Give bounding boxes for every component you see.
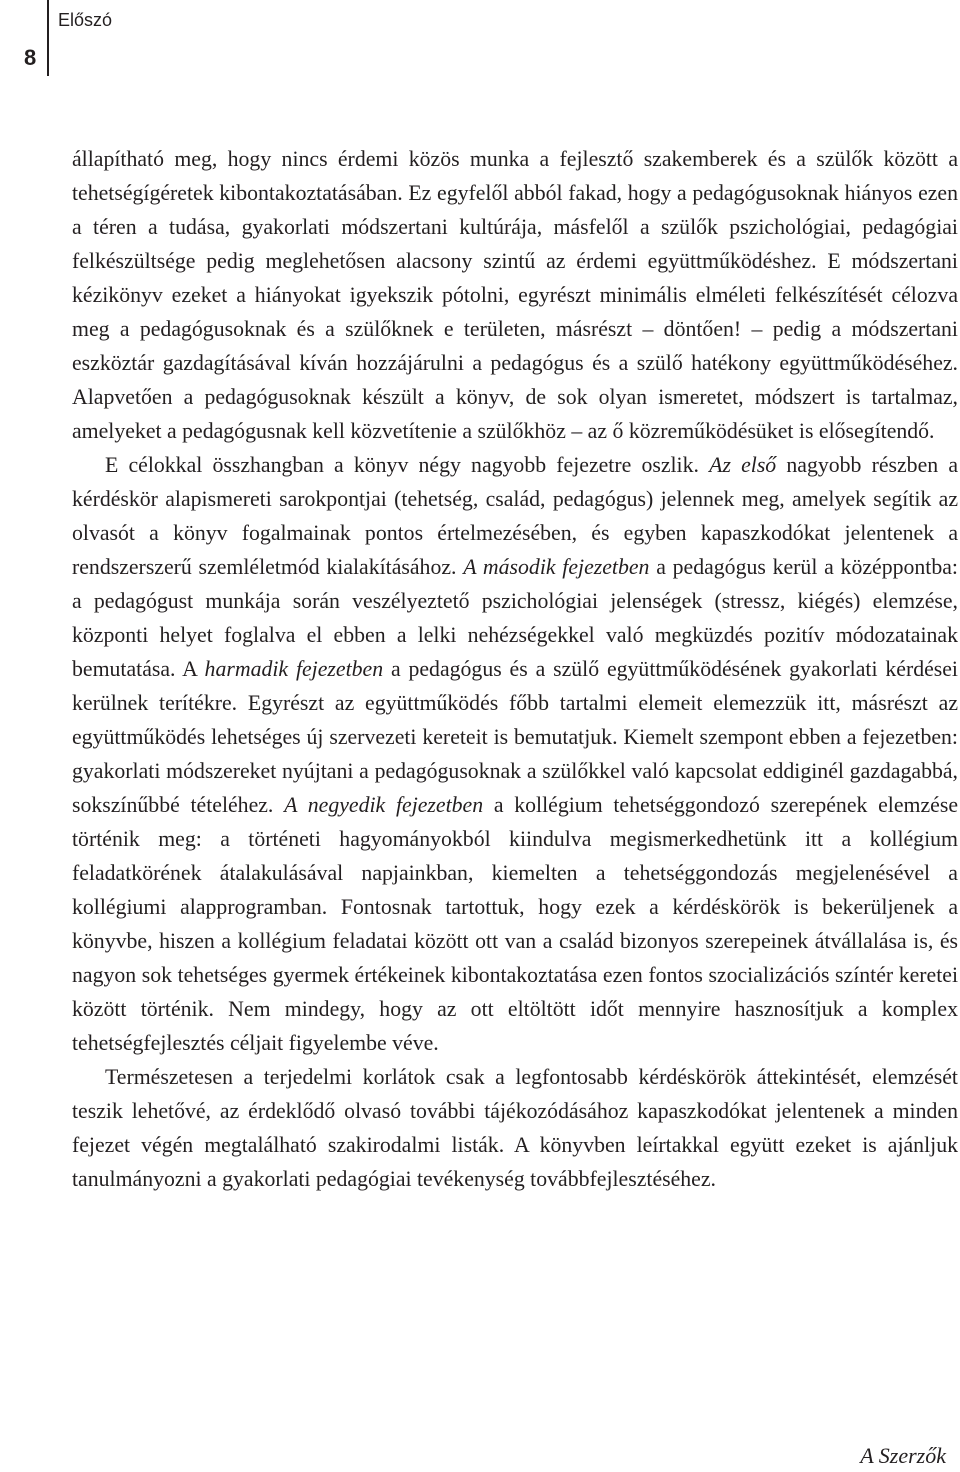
paragraph-2-text-3: a pedagógus kerül a középpontba: a pedagógust munkája során veszélyeztető pszichológiai jelenségek (stressz, kiégés) elemzése, központi helyet foglalva el ebben a lelki nehézségekkel való megküzdés pozitív módozatainak bemutatása. A [72,555,958,681]
page-number: 8 [24,45,37,70]
paragraph-2-text-2: nagyobb részben a kérdéskör alapismereti sarokpontjai (tehetség, család, pedagógus) jelennek meg, amelyek segítik az olvasót a könyv fogalmainak pontos értelmezésében, és egyben kapaszkodókat jelentenek a rendszerszerű szemléletmód kialakításához. [72,453,958,579]
running-title: Előszó [58,10,113,30]
paragraph-2 [72,448,958,1060]
header-divider [47,0,49,76]
author-signature: A Szerzők [860,1443,946,1468]
paragraph-3: Természetesen a terjedelmi korlátok csak a legfontosabb kérdéskörök áttekintését, elemzését teszik lehetővé, az érdeklődő olvasó további tájékozódásához kapaszkodókat jelentenek a minden fejezet végén megtalálható szakirodalmi listák. A könyvben leírtakkal együtt ezeket is ajánljuk tanulmányozni a gyakorlati pedagógiai tevékenység továbbfejlesztéséhez. [72,1065,958,1191]
paragraph-2-text-5: a kollégium tehetséggondozó szerepének elemzése történik meg: a történeti hagyományokból kiindulva megismerkedhetünk itt a kollégium feladatkörének átalakulásával napjainkban, kiemelten a tehetséggondozás megjelenésével a kollégiumi alapprogramban. Fontosnak tartottuk, hogy ezek a kérdéskörök is bekerüljenek a könyvbe, hiszen a kollégium feladatai között ott van a család bizonyos szerepeinek átvállalása is, és nagyon sok tehetséges gyermek értékeinek kibontakoztatása ezen fontos szocializációs színtér keretei között történik. Nem mindegy, hogy az ott eltöltött időt mennyire hasznosítjuk a komplex tehetségfejlesztés céljait figyelembe véve. [72,793,958,1055]
chapter-1-reference: Az első [709,453,777,477]
chapter-2-reference: A második fejezetben [463,555,650,579]
paragraph-2-text-1: E célokkal összhangban a könyv négy nagyobb fejezetre oszlik. [105,453,710,477]
paragraph-1: állapítható meg, hogy nincs érdemi közös munka a fejlesztő szakemberek és a szülők között a tehetségígéretek kibontakoztatásában. Ez egyfelől abból fakad, hogy a pedagógusoknak hiányos ezen a téren a tudása, gyakorlati módszertani kultúrája, másfelől a szülők pszichológiai, pedagógiai felkészültsége pedig meglehetősen alacsony szintű az érdemi együttműködéshez. E módszertani kézikönyv ezeket a hiányokat igyekszik pótolni, egyrészt minimális elméleti felkészítését célozva meg a pedagógusoknak és a szülőknek e területen, másrészt – döntően! – pedig a módszertani eszköztár gazdagításával kíván hozzájárulni a pedagógus és a szülő hatékony együttműködéséhez. Alapvetően a pedagógusoknak készült a könyv, de sok olyan ismeretet, módszert is tartalmaz, amelyeket a pedagógusnak kell közvetítenie a szülőkhöz – az ő közreműködésüket is elősegítendő. [72,147,958,443]
chapter-3-reference: harmadik fejezetben [204,657,384,681]
chapter-4-reference: A negyedik fejezetben [284,793,484,817]
page-header [0,0,960,80]
paragraph-2-text-4: a pedagógus és a szülő együttműködésének gyakorlati kérdései kerülnek terítékre. Egyrészt az együttműködés főbb tartalmi elemeit elemezzük itt, másrészt az együttműködés lehetséges új szervezeti kereteit is bemutatjuk. Kiemelt szempont ebben a fejezetben: gyakorlati módszereket nyújtani a pedagógusoknak a szülőkkel való kapcsolat eddiginél gazdagabbá, sokszínűbbé tételéhez. [72,657,958,817]
body-text [72,142,958,1196]
